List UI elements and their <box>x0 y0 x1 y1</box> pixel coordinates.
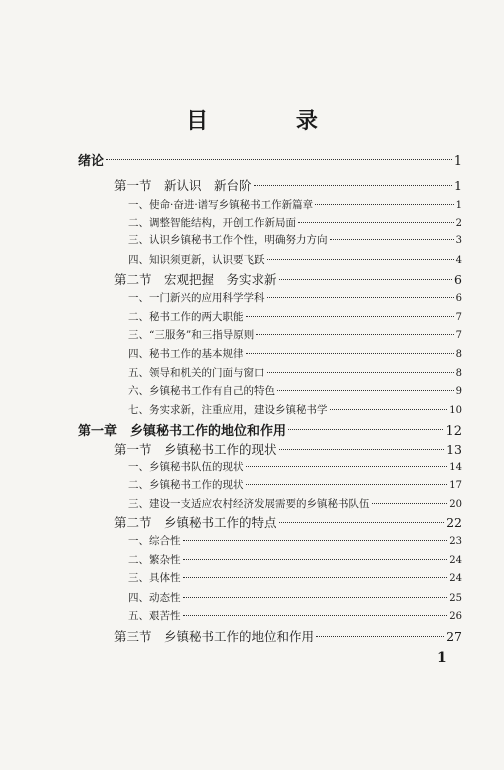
dot-leader <box>330 409 448 410</box>
toc-entry[interactable] <box>128 346 462 361</box>
toc-entry-page: 12 <box>445 424 462 439</box>
toc-entry[interactable] <box>114 176 462 194</box>
toc-entry-title: 五、领导和机关的门面与窗口 <box>128 367 265 379</box>
dot-leader <box>288 429 443 430</box>
dot-leader <box>256 334 453 335</box>
toc-entry-page: 1 <box>455 200 462 211</box>
toc-entry-title: 第一节 乡镇秘书工作的现状 <box>114 442 277 457</box>
toc-entry-page: 7 <box>455 312 462 323</box>
toc-entry-page: 10 <box>449 405 462 416</box>
toc-entry-title: 一、综合性 <box>128 535 181 547</box>
dot-leader <box>316 636 444 637</box>
dot-leader <box>372 503 448 504</box>
dot-leader <box>106 159 452 160</box>
toc-entry-title: 三、建设一支适应农村经济发展需要的乡镇秘书队伍 <box>128 498 370 510</box>
toc-entry[interactable] <box>114 270 462 288</box>
dot-leader <box>298 222 454 223</box>
toc-entry[interactable] <box>128 365 462 380</box>
toc-entry[interactable] <box>128 496 462 511</box>
toc-entry-page: 9 <box>455 386 462 397</box>
dot-leader <box>183 540 448 541</box>
dot-leader <box>183 597 448 598</box>
toc-entry-page: 1 <box>454 178 462 193</box>
toc-entry-page: 14 <box>449 462 462 473</box>
toc-entry-page: 2 <box>455 218 462 229</box>
toc-entry[interactable] <box>128 197 462 212</box>
toc-entry-title: 三、具体性 <box>128 572 181 584</box>
toc-entry-title: 四、秘书工作的基本规律 <box>128 348 244 360</box>
toc-entry-title: 第三节 乡镇秘书工作的地位和作用 <box>114 629 315 644</box>
dot-leader <box>315 204 453 205</box>
toc-entry-title: 三、认识乡镇秘书工作个性，明确努力方向 <box>128 234 328 246</box>
toc-entry-title: 第一节 新认识 新台阶 <box>114 178 252 193</box>
page-number: 1 <box>437 650 447 666</box>
toc-entry[interactable] <box>128 252 462 267</box>
dot-leader <box>246 316 454 317</box>
toc-entry-title: 五、艰苦性 <box>128 610 181 622</box>
toc-entry-title: 一、乡镇秘书队伍的现状 <box>128 461 244 473</box>
toc-entry-page: 27 <box>446 629 462 644</box>
dot-leader <box>330 239 454 240</box>
toc-entry[interactable] <box>128 533 462 548</box>
toc-entry-page: 13 <box>446 442 462 457</box>
toc-entry-title: 四、知识须更新，认识要飞跃 <box>128 254 265 266</box>
toc-entry[interactable] <box>128 552 462 567</box>
toc-entry[interactable] <box>114 627 462 645</box>
toc-entry-page: 6 <box>454 272 462 287</box>
dot-leader <box>267 372 454 373</box>
toc-entry-title: 二、调整智能结构，开创工作新局面 <box>128 217 296 229</box>
toc-entry[interactable] <box>128 590 462 605</box>
toc-entry-page: 7 <box>455 330 462 341</box>
toc-entry-page: 6 <box>455 293 462 304</box>
toc-entry-page: 3 <box>455 235 462 246</box>
dot-leader <box>279 449 445 450</box>
dot-leader <box>246 484 448 485</box>
toc-entry-title: 七、务实求新，注重应用，建设乡镇秘书学 <box>128 404 328 416</box>
toc-entry[interactable] <box>114 440 462 458</box>
toc-entry-page: 24 <box>449 573 462 584</box>
page-title: 目 录 <box>186 108 358 134</box>
toc-entry-title: 四、动态性 <box>128 592 181 604</box>
toc-entry-page: 23 <box>449 536 462 547</box>
toc-entry[interactable] <box>78 420 462 439</box>
toc-entry-title: 一、使命·奋进·谱写乡镇秘书工作新篇章 <box>128 199 314 211</box>
toc-entry-page: 25 <box>449 593 462 604</box>
dot-leader <box>267 297 454 298</box>
toc-entry-page: 24 <box>449 555 462 566</box>
dot-leader <box>246 466 448 467</box>
toc-entry[interactable] <box>128 309 462 324</box>
toc-entry[interactable] <box>128 608 462 623</box>
toc-entry-title: 一、一门新兴的应用科学学科 <box>128 292 265 304</box>
toc-entry-page: 8 <box>455 368 462 379</box>
toc-entry-title: 二、秘书工作的两大职能 <box>128 311 244 323</box>
toc-entry[interactable] <box>128 232 462 247</box>
dot-leader <box>279 522 445 523</box>
toc-entry-title: 二、繁杂性 <box>128 554 181 566</box>
toc-entry[interactable] <box>128 459 462 474</box>
toc-entry-title: 三、“三服务”和三指导原则 <box>128 329 255 341</box>
toc-entry[interactable] <box>78 150 462 169</box>
toc-entry-title: 第一章 乡镇秘书工作的地位和作用 <box>78 424 287 439</box>
toc-entry-title: 第二节 乡镇秘书工作的特点 <box>114 515 277 530</box>
dot-leader <box>279 279 453 280</box>
toc-entry-title: 绪论 <box>78 154 105 169</box>
toc-entry-page: 20 <box>449 499 462 510</box>
toc-entry[interactable] <box>128 327 462 342</box>
toc-entry-title: 六、乡镇秘书工作有自己的特色 <box>128 385 275 397</box>
toc-entry-page: 8 <box>455 349 462 360</box>
toc-entry[interactable] <box>114 513 462 531</box>
dot-leader <box>277 390 454 391</box>
toc-entry[interactable] <box>128 570 462 585</box>
toc-entry[interactable] <box>128 383 462 398</box>
toc-entry-title: 二、乡镇秘书工作的现状 <box>128 479 244 491</box>
toc-entry[interactable] <box>128 290 462 305</box>
toc-entry[interactable] <box>128 215 462 230</box>
dot-leader <box>183 615 448 616</box>
dot-leader <box>254 185 453 186</box>
dot-leader <box>183 559 448 560</box>
toc-entry-page: 4 <box>455 255 462 266</box>
dot-leader <box>246 353 454 354</box>
toc-entry-title: 第二节 宏观把握 务实求新 <box>114 272 277 287</box>
toc-entry-page: 22 <box>446 515 462 530</box>
toc-entry-page: 1 <box>453 154 462 169</box>
dot-leader <box>267 259 454 260</box>
toc-entry-page: 26 <box>449 611 462 622</box>
dot-leader <box>183 577 448 578</box>
toc-entry[interactable] <box>128 477 462 492</box>
toc-entry-page: 17 <box>449 480 462 491</box>
toc-entry[interactable] <box>128 402 462 417</box>
